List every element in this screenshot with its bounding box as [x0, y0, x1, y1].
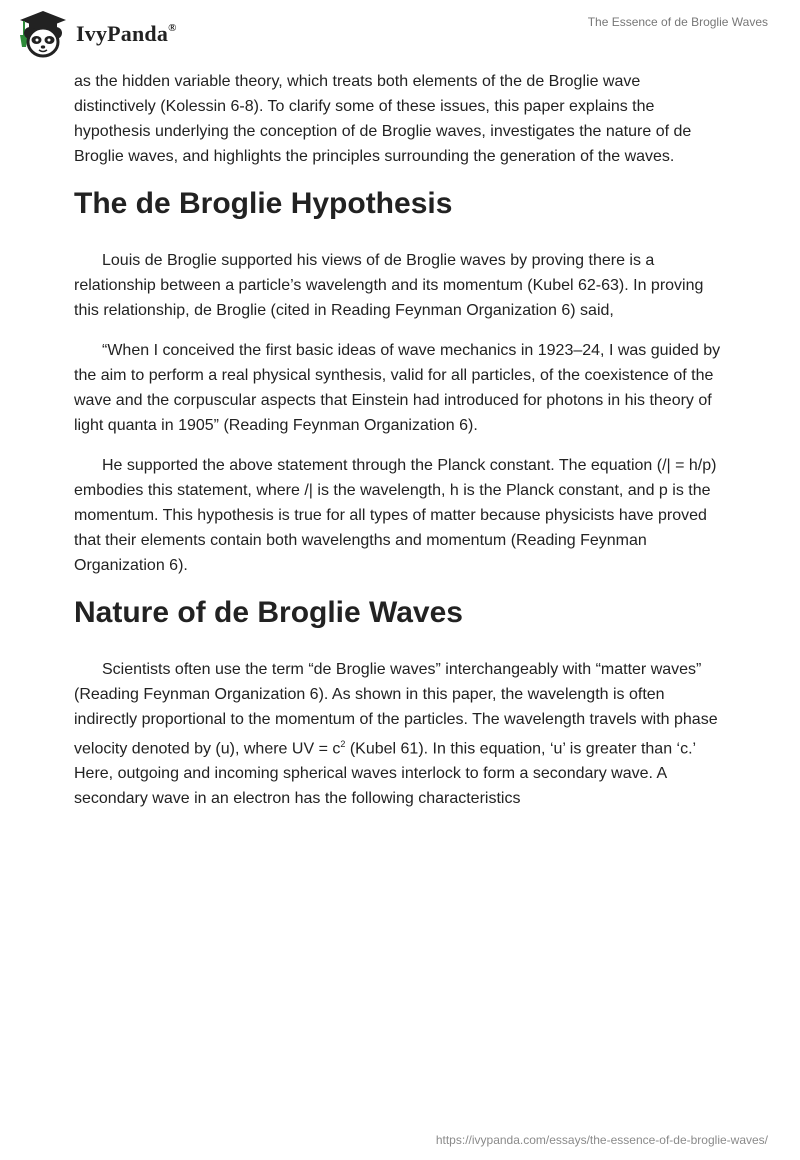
page-header	[0, 0, 800, 64]
nature-text-part-1: Scientists often use the term “de Broglie waves” interchangeably with “matter waves” (Reading Feynman Organization 6). As shown in this paper, the wavelength is often indirectly proportional to the momentum of the particles. The wavelength travels with phase velocity denoted by (u), where UV = c	[74, 661, 718, 758]
essay-content	[74, 69, 726, 826]
logo-text: IvyPanda®	[76, 21, 177, 46]
hypothesis-paragraph-2: He supported the above statement through the Planck constant. The equation (/| = h/p) embodies this statement, where /| is the wavelength, h is the Planck constant, and p is the momentum. This hypothesis is true for all types of matter because physicists have proved that their elements contain both wavelengths and momentum (Reading Feynman Organization 6).	[74, 457, 717, 574]
panda-graduation-cap-icon	[14, 9, 72, 59]
hypothesis-quote: “When I conceived the first basic ideas of wave mechanics in 1923–24, I was guided by the aim to perform a real physical synthesis, valid for all particles, of the coexistence of the wave and the corpuscular aspects that Einstein had introduced for photons in his theory of light quanta in 1905” (Reading Feynman Organization 6).	[74, 342, 721, 434]
hypothesis-paragraph-1: Louis de Broglie supported his views of de Broglie waves by proving there is a relationship between a particle’s wavelength and its momentum (Kubel 62-63). In proving this relationship, de Broglie (cited in Reading Feynman Organization 6) said,	[74, 252, 704, 319]
document-title: The Essence of de Broglie Waves	[587, 15, 768, 29]
section-heading-hypothesis: The de Broglie Hypothesis	[74, 187, 453, 220]
nature-paragraph-1	[74, 657, 726, 811]
ivypanda-logo[interactable]	[14, 8, 214, 60]
superscript-2: 2	[340, 739, 346, 749]
intro-paragraph: as the hidden variable theory, which treats both elements of the de Broglie wave distinctively (Kolessin 6-8). To clarify some of these issues, this paper explains the hypothesis underlying the conception of de Broglie waves, investigates the nature of de Broglie waves, and highlights the principles surrounding the generation of the waves.	[74, 73, 692, 165]
nature-text-part-2: (Kubel 61). In this equation, ‘u’ is greater than ‘c.’ Here, outgoing and incoming spherical waves interlock to form a secondary wave. A secondary wave in an electron has the following characteristics	[74, 740, 696, 808]
section-heading-nature: Nature of de Broglie Waves	[74, 596, 463, 629]
footer-url[interactable]: https://ivypanda.com/essays/the-essence-of-de-broglie-waves/	[435, 1133, 768, 1147]
